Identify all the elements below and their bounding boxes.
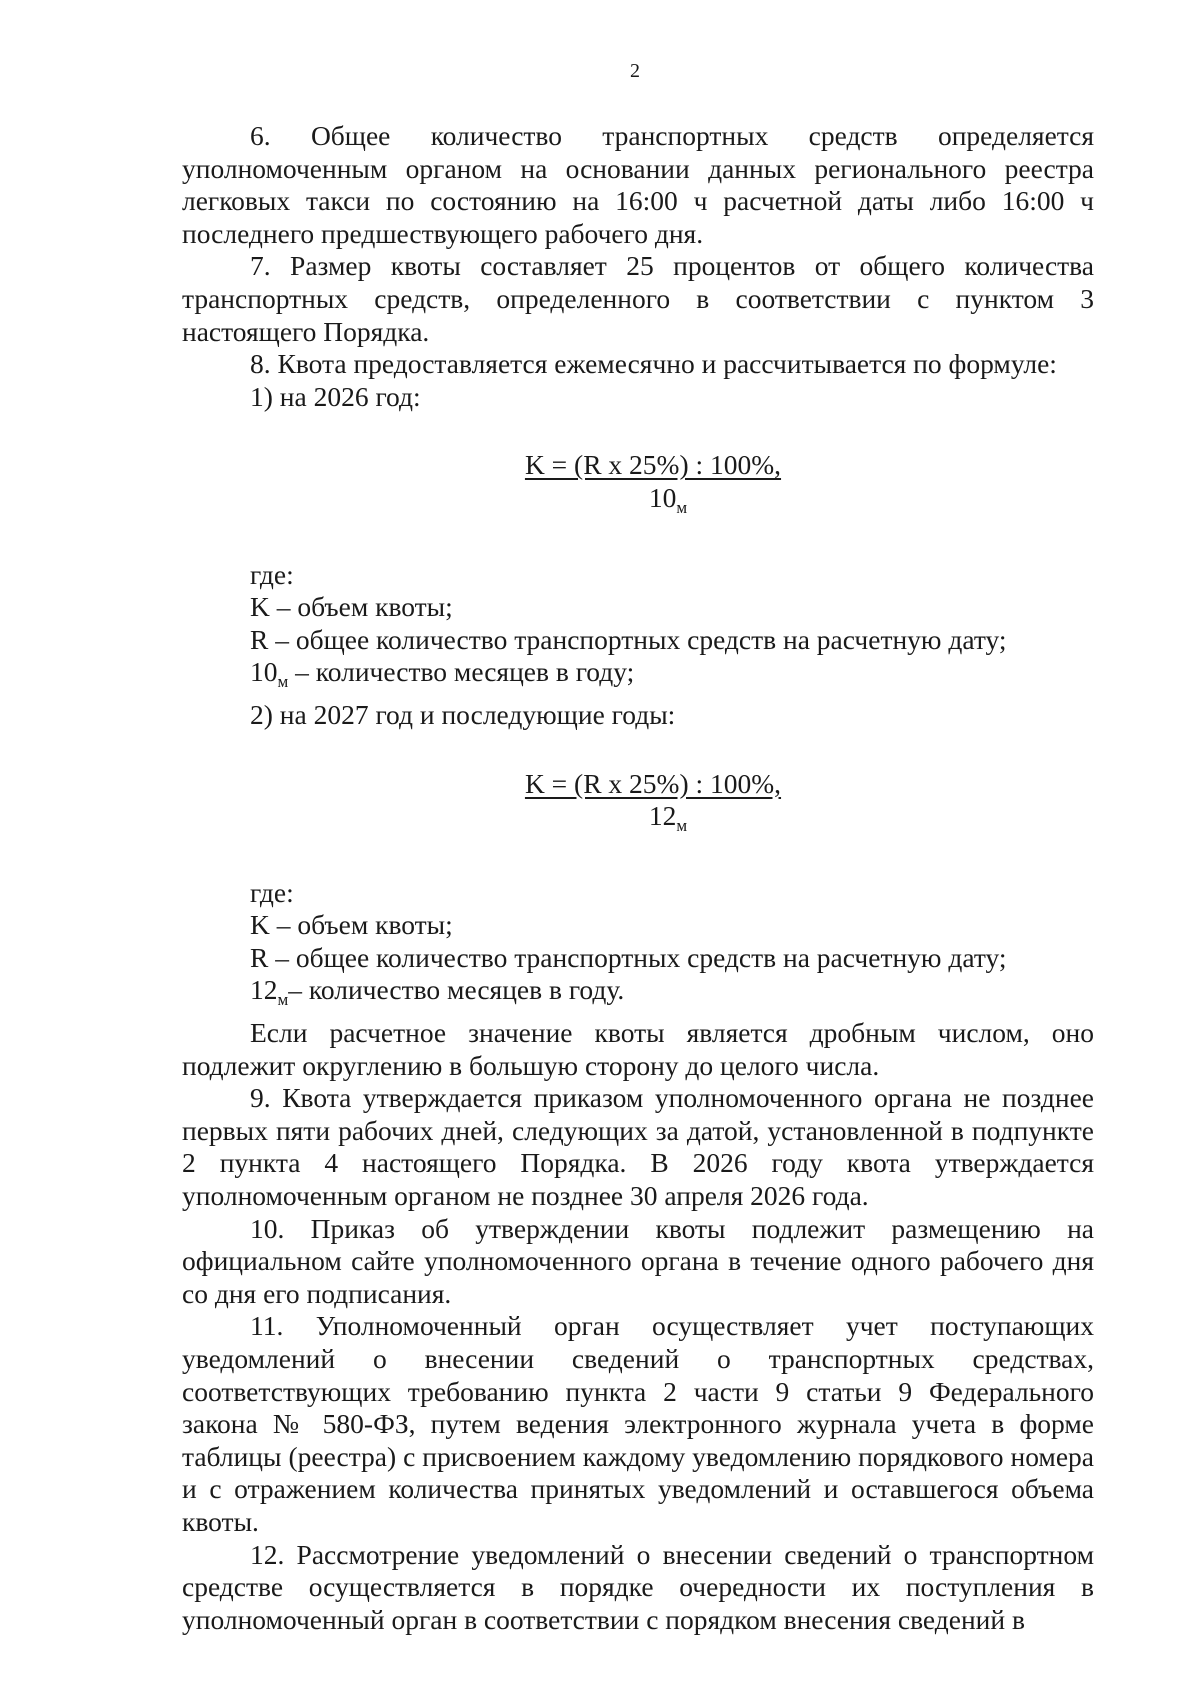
paragraph-8-item-2: 2) на 2027 год и последующие годы: (250, 698, 676, 730)
document-body (182, 120, 1094, 1636)
definitions-2026-where: где: (250, 558, 294, 590)
definitions-2027-where: где: (250, 876, 294, 908)
paragraph-9: 9. Квота утверждается приказом уполномоченного органа не позднее первых пяти рабочих дней, следующих за датой, установленной в подпункте 2 пункта 4 настоящего Порядка. В 2026 году квота утверждается уполномоченным органом не позднее 30 апреля 2026 года. (182, 1082, 1094, 1212)
paragraph-10: 10. Приказ об утверждении квоты подлежит размещению на официальном сайте уполномоченного органа в течение одного рабочего дня со дня его подписания. (182, 1212, 1094, 1309)
formula-2026-numerator: K = (R x 25%) : 100%, (524, 449, 782, 481)
paragraph-11: 11. Уполномоченный орган осуществляет учет поступающих уведомлений о внесении сведений о транспортных средствах, соответствующих требованию пункта 2 части 9 статьи 9 Федерального закона № 580-ФЗ, путем ведения электронного журнала учета в форме таблицы (реестра) с присвоением каждому уведомлению порядкового номера и с отражением количества принятых уведомлений и оставшегося объема квоты. (182, 1310, 1094, 1537)
definitions-2027-m: $12_м-$ количество месяцев в году. (250, 974, 625, 1010)
definitions-2027 (182, 877, 1094, 1017)
paragraph-12: 12. Рассмотрение уведомлений о внесении сведений о транспортном средстве осуществляется в порядке очередности их поступления в уполномоченный орган в соответствии с порядком внесения сведений в (182, 1538, 1094, 1635)
formula-2026 (182, 449, 1094, 524)
formula-2027-numerator: K = (R x 25%) : 100%, (524, 767, 782, 799)
paragraph-rounding: Если расчетное значение квоты является дробным числом, оно подлежит округлению в большую сторону до целого числа. (182, 1017, 1094, 1081)
definitions-2026-r: R – общее количество транспортных средств на расчетную дату; (250, 623, 1007, 655)
definitions-2026-m: $10_м$ – количество месяцев в году; (250, 656, 635, 692)
paragraph-8-item-1: 1) на 2026 год: (250, 380, 421, 412)
definitions-2026 (182, 559, 1094, 699)
paragraph-8: 8. Квота предоставляется ежемесячно и рассчитывается по формуле: (250, 348, 1057, 380)
paragraph-7: 7. Размер квоты составляет 25 процентов от общего количества транспортных средств, определенного в соответствии с пунктом 3 настоящего Порядка. (182, 250, 1094, 347)
formula-2027-denominator: $12_м$ (648, 800, 688, 836)
paragraph-6: 6. Общее количество транспортных средств определяется уполномоченным органом на основании данных регионального реестра легковых такси по состоянию на 16:00 ч расчетной даты либо 16:00 ч последнего предшествующего рабочего дня. (182, 120, 1094, 249)
definitions-2027-r: R – общее количество транспортных средств на расчетную дату; (250, 941, 1007, 973)
definitions-2026-k: K – объем квоты; (250, 591, 453, 623)
definitions-2027-k: K – объем квоты; (250, 909, 453, 941)
formula-2026-denominator: $10_м$ (648, 481, 688, 517)
formula-2027 (182, 768, 1094, 843)
page-number: 2 (630, 60, 640, 82)
